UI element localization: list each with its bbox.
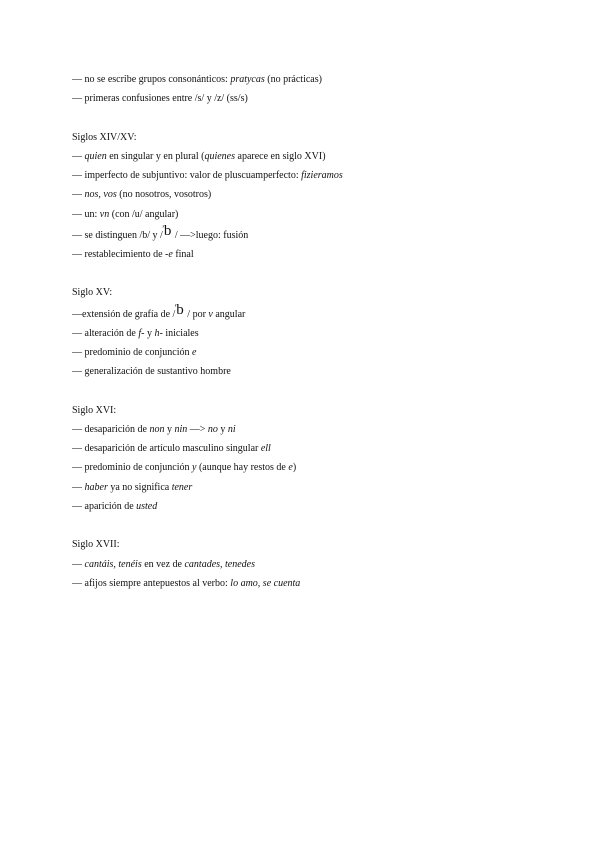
line-text: / —>luego: fusión <box>174 230 249 242</box>
line-text-italic: ni <box>227 423 236 435</box>
line-text: — predominio de conjunción <box>72 462 192 474</box>
note-line <box>72 555 542 574</box>
note-line <box>72 420 542 439</box>
line-text: (aunque hay restos de <box>196 462 289 474</box>
line-text: (no nosotros, vosotros) <box>116 189 212 201</box>
line-text: angular <box>212 308 246 320</box>
note-line <box>72 362 542 381</box>
note-line <box>72 166 542 185</box>
fricative-b-symbol: ʼ b <box>161 223 172 240</box>
line-text: ) <box>292 462 297 474</box>
line-text: y <box>217 423 228 435</box>
section-heading: Siglo XV: <box>72 287 113 299</box>
section-heading: Siglo XVI: <box>72 404 117 416</box>
line-text: — <box>72 558 85 570</box>
line-text: — imperfecto de subjuntivo: valor de pluscuamperfecto: <box>72 170 302 182</box>
line-text-italic: vn <box>99 208 110 220</box>
section-heading: Siglo XVII: <box>72 539 120 551</box>
line-text: — afijos siempre antepuestos al verbo: <box>72 577 231 589</box>
line-text: — <box>72 481 85 493</box>
line-text: iniciales <box>162 327 199 339</box>
line-text-italic: e <box>191 346 197 358</box>
note-line-with-symbol <box>72 303 542 324</box>
note-line <box>72 324 542 343</box>
line-text: aparece en siglo XVI) <box>235 150 326 162</box>
line-text: / por <box>187 308 209 320</box>
note-line <box>72 70 542 89</box>
line-text: (con /u/ angular) <box>109 208 179 220</box>
line-text-italic: e <box>288 462 293 474</box>
line-text-italic: y <box>191 462 197 474</box>
line-text-italic: fizieramos <box>301 170 343 182</box>
line-text-italic: pratycas <box>230 74 265 85</box>
line-text: y <box>164 423 175 435</box>
line-text: —> <box>187 423 208 435</box>
line-text: — <box>72 189 85 201</box>
note-line <box>72 147 542 166</box>
note-line <box>72 574 542 593</box>
note-line <box>72 185 542 204</box>
note-line <box>72 245 542 264</box>
line-text: en vez de <box>141 558 185 570</box>
line-text-italic: cantáis, tenéis <box>84 558 142 570</box>
note-line <box>72 478 542 497</box>
line-text: — <box>72 150 85 162</box>
line-text-italic: cantades, tenedes <box>184 558 256 570</box>
line-text: — se distinguen /b/ y / <box>72 230 163 242</box>
line-text: — generalización de sustantivo hombre <box>72 366 231 378</box>
line-text-italic: quien <box>84 150 107 162</box>
line-text-italic: tener <box>171 481 193 493</box>
line-text: — primeras confusiones entre /s/ y /z/ (ss/s) <box>72 93 248 105</box>
line-text-italic: lo amo, se cuenta <box>230 577 301 589</box>
fricative-b-symbol: ʼ b <box>174 301 184 318</box>
line-text: final <box>172 249 194 261</box>
line-text-italic: quienes <box>204 150 236 162</box>
line-text: — no se escribe grupos consonánticos: <box>72 74 231 85</box>
line-text: —extensión de grafía de / <box>72 308 176 320</box>
line-text-italic: non <box>149 423 165 435</box>
note-line <box>72 205 542 224</box>
line-text: — desaparición de <box>72 423 150 435</box>
line-text: — predominio de conjunción <box>72 346 192 358</box>
line-text: — alteración de <box>72 327 139 339</box>
line-text: en singular y en plural ( <box>106 150 205 162</box>
line-text-italic: f- <box>138 327 145 339</box>
note-line <box>72 89 542 108</box>
line-text: — un: <box>72 208 100 220</box>
line-text-italic: h- <box>154 327 163 339</box>
section-heading: Siglos XIV/XV: <box>72 131 137 143</box>
line-text-italic: no <box>207 423 218 435</box>
line-text: ya no significa <box>107 481 172 493</box>
note-line <box>72 343 542 362</box>
line-text: — aparición de <box>72 501 137 513</box>
line-text: — desaparición de artículo masculino singular <box>72 443 261 455</box>
note-line-with-symbol <box>72 224 542 245</box>
line-text: — restablecimiento de <box>72 249 166 261</box>
line-text-italic: -e <box>165 249 173 261</box>
line-text-italic: usted <box>136 501 158 513</box>
line-text: y <box>144 327 155 339</box>
line-text-italic: nos, vos <box>84 189 117 201</box>
line-text-italic: nin <box>174 423 188 435</box>
note-line <box>72 458 542 477</box>
note-line <box>72 439 542 458</box>
line-text-italic: haber <box>84 481 108 493</box>
line-text-italic: v <box>208 308 213 320</box>
line-text: (no prácticas) <box>264 74 322 85</box>
note-line <box>72 497 542 516</box>
document-page <box>72 70 542 593</box>
line-text-italic: ell <box>260 443 271 455</box>
